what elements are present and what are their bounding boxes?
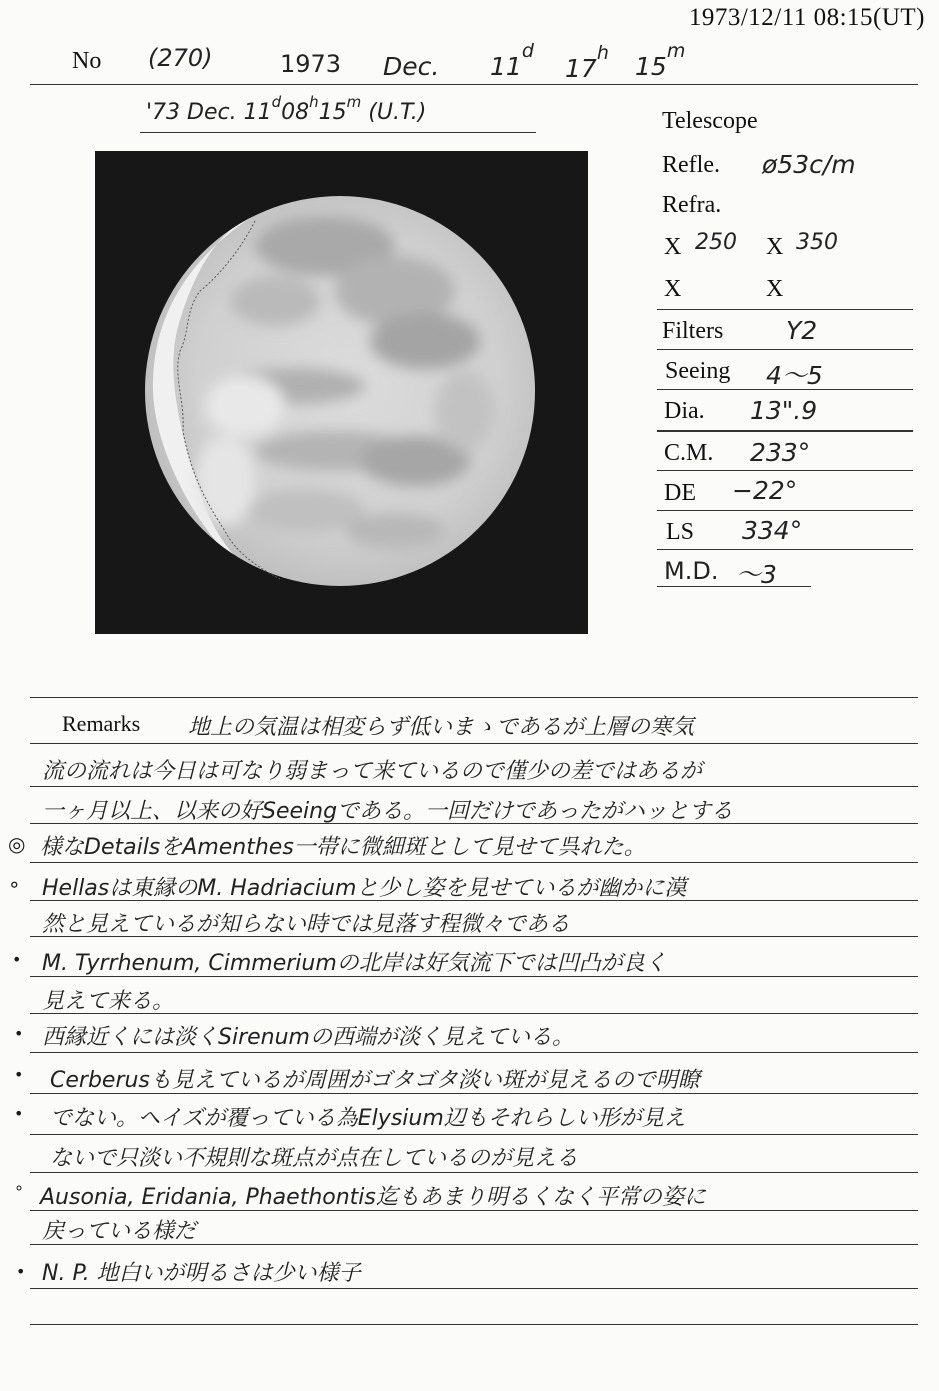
header-minute [635,40,686,81]
remark-bullet-7: • [12,950,22,969]
remark-rule-12 [30,1172,918,1173]
telescope-title: Telescope [662,108,758,134]
md-value: 〜3 [736,560,777,589]
seeing-label: Seeing [665,358,731,384]
remark-rule-10 [30,1093,918,1094]
remark-bullet-15: • [16,1262,26,1281]
remarks-top-rule [30,697,918,698]
magnification-value-2: 350 [796,230,838,255]
de-value: −22° [732,476,798,505]
remark-rule-14 [30,1244,918,1245]
remark-line-2: 流の流れは今日は可なり弱まって来ているので僅少の差ではあるが [42,759,703,784]
remark-rule-4 [30,862,918,863]
remark-line-5: Hellasは東縁のM. Hadriaciumと少し姿を見せているが幽かに漠 [42,876,687,901]
header-minute-sup: m [666,40,686,62]
header-hour-sup: h [596,42,609,64]
ls-value: 334° [742,516,803,545]
seeing-value: 4〜5 [766,361,823,390]
remark-line-9: 西縁近くには淡くSirenumの西端が淡く見えている。 [42,1025,574,1050]
remark-line-8: 見えて来る。 [42,989,175,1014]
params-rule-1 [657,349,913,350]
md-label: M.D. [664,557,719,585]
ut-suffix: (U.T.) [368,100,427,125]
remark-rule-9 [30,1052,918,1053]
remark-line-13: Ausonia, Eridania, Phaethontis迄もあまり明るくなく平常の姿に [40,1185,706,1210]
remark-bullet-9: • [14,1024,24,1043]
header-hour [565,42,609,83]
refle-value: ø53c/m [762,150,856,179]
magnification-value-1: 250 [695,230,737,255]
record-number-label: No [72,48,102,74]
ut-minute: 15 [318,100,347,125]
header-year: 1973 [280,50,342,78]
params-rule-2 [657,389,913,390]
remark-rule-13 [30,1210,918,1211]
mars-disk-drawing [95,151,588,634]
magnification-x4: X [766,276,784,302]
remark-rule-6 [30,936,918,937]
remark-rule-16 [30,1324,918,1325]
dia-label: Dia. [664,398,705,424]
params-rule-7 [657,586,811,587]
remark-line-10: Cerberusも見えているが周囲がゴタゴタ淡い斑が見えるので明瞭 [50,1068,700,1093]
observation-timestamp: 1973/12/11 08:15(UT) [688,4,925,31]
remark-bullet-11: • [14,1104,24,1123]
remark-rule-7 [30,976,918,977]
telescope-rule [657,309,913,310]
filters-value: Y2 [786,316,818,345]
remark-bullet-4: ◎ [8,832,26,856]
header-rule [30,84,918,85]
mars-disk-svg [95,151,588,634]
de-label: DE [664,480,696,506]
magnification-x3: X [664,276,682,302]
remark-rule-8 [30,1013,918,1014]
remarks-label: Remarks [62,711,141,736]
header-day [490,40,534,81]
remark-rule-1 [30,743,918,744]
remark-bullet-13: ∘ [14,1178,25,1197]
record-number: (270) [148,44,213,72]
remark-line-1: 地上の気温は相変らず低いまゝであるが上層の寒気 [188,715,695,740]
remark-bullet-10: • [14,1065,24,1084]
header-day-value: 11 [490,52,522,81]
remark-rule-3 [30,823,918,824]
header-hour-value: 17 [565,54,597,83]
remark-bullet-5: ∘ [8,872,21,896]
ut-hour: 08 [281,100,310,125]
cm-value: 233° [750,438,811,467]
params-rule-6 [657,549,913,550]
ut-prefix: '73 Dec. 11 [146,100,272,125]
remark-line-12: ないで只淡い不規則な斑点が点在しているのが見える [50,1146,579,1171]
magnification-x1: X [664,234,682,260]
cm-label: C.M. [664,440,714,466]
remark-rule-15 [30,1288,918,1289]
remark-rule-5 [30,900,918,901]
ut-rule [140,132,536,133]
ls-label: LS [666,519,695,545]
remark-rule-11 [30,1134,918,1135]
remark-line-14: 戻っている様だ [42,1219,197,1244]
remark-line-7: M. Tyrrhenum, Cimmeriumの北岸は好気流下では凹凸が良く [42,951,667,976]
ut-d: d [271,93,282,111]
params-rule-5 [657,510,913,511]
ut-m: m [346,93,362,111]
remark-line-3: 一ヶ月以上、以来の好Seeingである。一回だけであったがハッとする [42,799,733,824]
params-rule-4 [657,470,913,471]
ut-h: h [309,93,319,111]
ut-time-line [146,93,427,125]
refle-label: Refle. [662,152,720,178]
remark-line-15: N. P. 地白いが明るさは少い様子 [42,1261,361,1286]
filters-label: Filters [662,318,724,344]
remark-rule-2 [30,786,918,787]
header-month: Dec. [383,52,440,81]
refra-label: Refra. [662,192,722,218]
magnification-x2: X [766,234,784,260]
dia-value: 13".9 [750,396,818,425]
params-rule-3 [657,430,913,432]
header-minute-value: 15 [635,52,667,81]
header-day-sup: d [521,40,534,62]
remark-line-11: でない。ヘイズが覆っている為Elysium辺もそれらしい形が見え [50,1106,686,1131]
remark-line-4: 様なDetailsをAmenthes一帯に微細斑として見せて呉れた。 [40,835,646,860]
remark-line-6: 然と見えているが知らない時では見落す程微々である [42,912,571,937]
